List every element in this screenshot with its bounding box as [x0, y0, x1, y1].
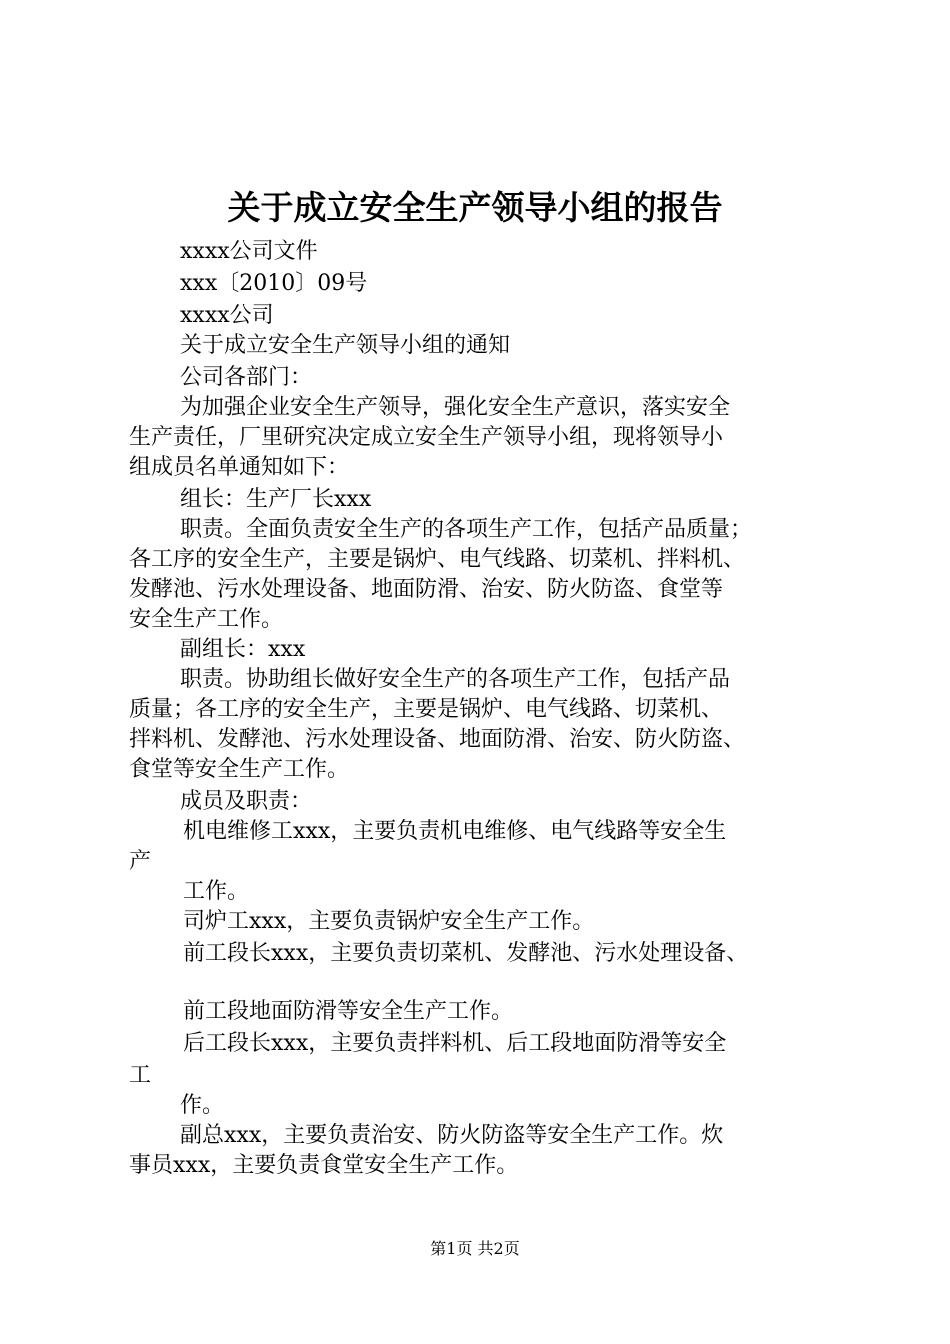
leader-line: 组长：生产厂长xxx — [180, 487, 372, 512]
member-line: 后工段长xxx，主要负责拌料机、后工段地面防滑等安全 — [183, 1031, 727, 1056]
paragraph-line: 质量；各工序的安全生产，主要是锅炉、电气线路、切菜机、 — [129, 697, 724, 722]
member-line: 产 — [129, 849, 152, 874]
paragraph-line: 职责。协助组长做好安全生产的各项生产工作，包括产品 — [180, 667, 731, 692]
member-line: 作。 — [180, 1093, 225, 1118]
paragraph-line: 安全生产工作。 — [129, 607, 284, 632]
deputy-leader-line: 副组长：xxx — [180, 637, 306, 662]
paragraph-line: 发酵池、污水处理设备、地面防滑、治安、防火防盗、食堂等 — [129, 577, 724, 602]
member-line: 机电维修工xxx，主要负责机电维修、电气线路等安全生 — [183, 819, 727, 844]
paragraph-line: 拌料机、发酵池、污水处理设备、地面防滑、治安、防火防盗、 — [129, 727, 746, 752]
member-line: 司炉工xxx，主要负责锅炉安全生产工作。 — [183, 909, 595, 934]
doc-line-notice-title: 关于成立安全生产领导小组的通知 — [180, 333, 511, 358]
member-line: 工 — [129, 1063, 152, 1088]
member-line: 副总xxx，主要负责治安、防火防盗等安全生产工作。炊 — [180, 1123, 724, 1148]
doc-line-file-number: xxx〔2010〕09号 — [180, 271, 368, 296]
member-line: 工作。 — [183, 879, 250, 904]
page-indicator: 第1页 共2页 — [430, 1239, 520, 1258]
document-title: 关于成立安全生产领导小组的报告 — [227, 188, 723, 227]
member-line: 前工段地面防滑等安全生产工作。 — [183, 999, 514, 1024]
doc-line-company-file: xxxx公司文件 — [180, 239, 318, 264]
doc-line-company: xxxx公司 — [180, 303, 274, 328]
paragraph-line: 为加强企业安全生产领导，强化安全生产意识，落实安全 — [180, 395, 731, 420]
member-line: 前工段长xxx，主要负责切菜机、发酵池、污水处理设备、 — [183, 941, 749, 966]
paragraph-line: 组成员名单通知如下： — [129, 455, 350, 480]
member-line: 事员xxx，主要负责食堂安全生产工作。 — [129, 1153, 519, 1178]
paragraph-line: 职责。全面负责安全生产的各项生产工作，包括产品质量； — [180, 517, 753, 542]
doc-line-salutation: 公司各部门： — [180, 365, 313, 390]
paragraph-line: 各工序的安全生产，主要是锅炉、电气线路、切菜机、拌料机、 — [129, 547, 746, 572]
paragraph-line: 生产责任，厂里研究决定成立安全生产领导小组，现将领导小 — [129, 425, 724, 450]
members-heading: 成员及职责： — [180, 789, 313, 814]
paragraph-line: 食堂等安全生产工作。 — [129, 757, 350, 782]
